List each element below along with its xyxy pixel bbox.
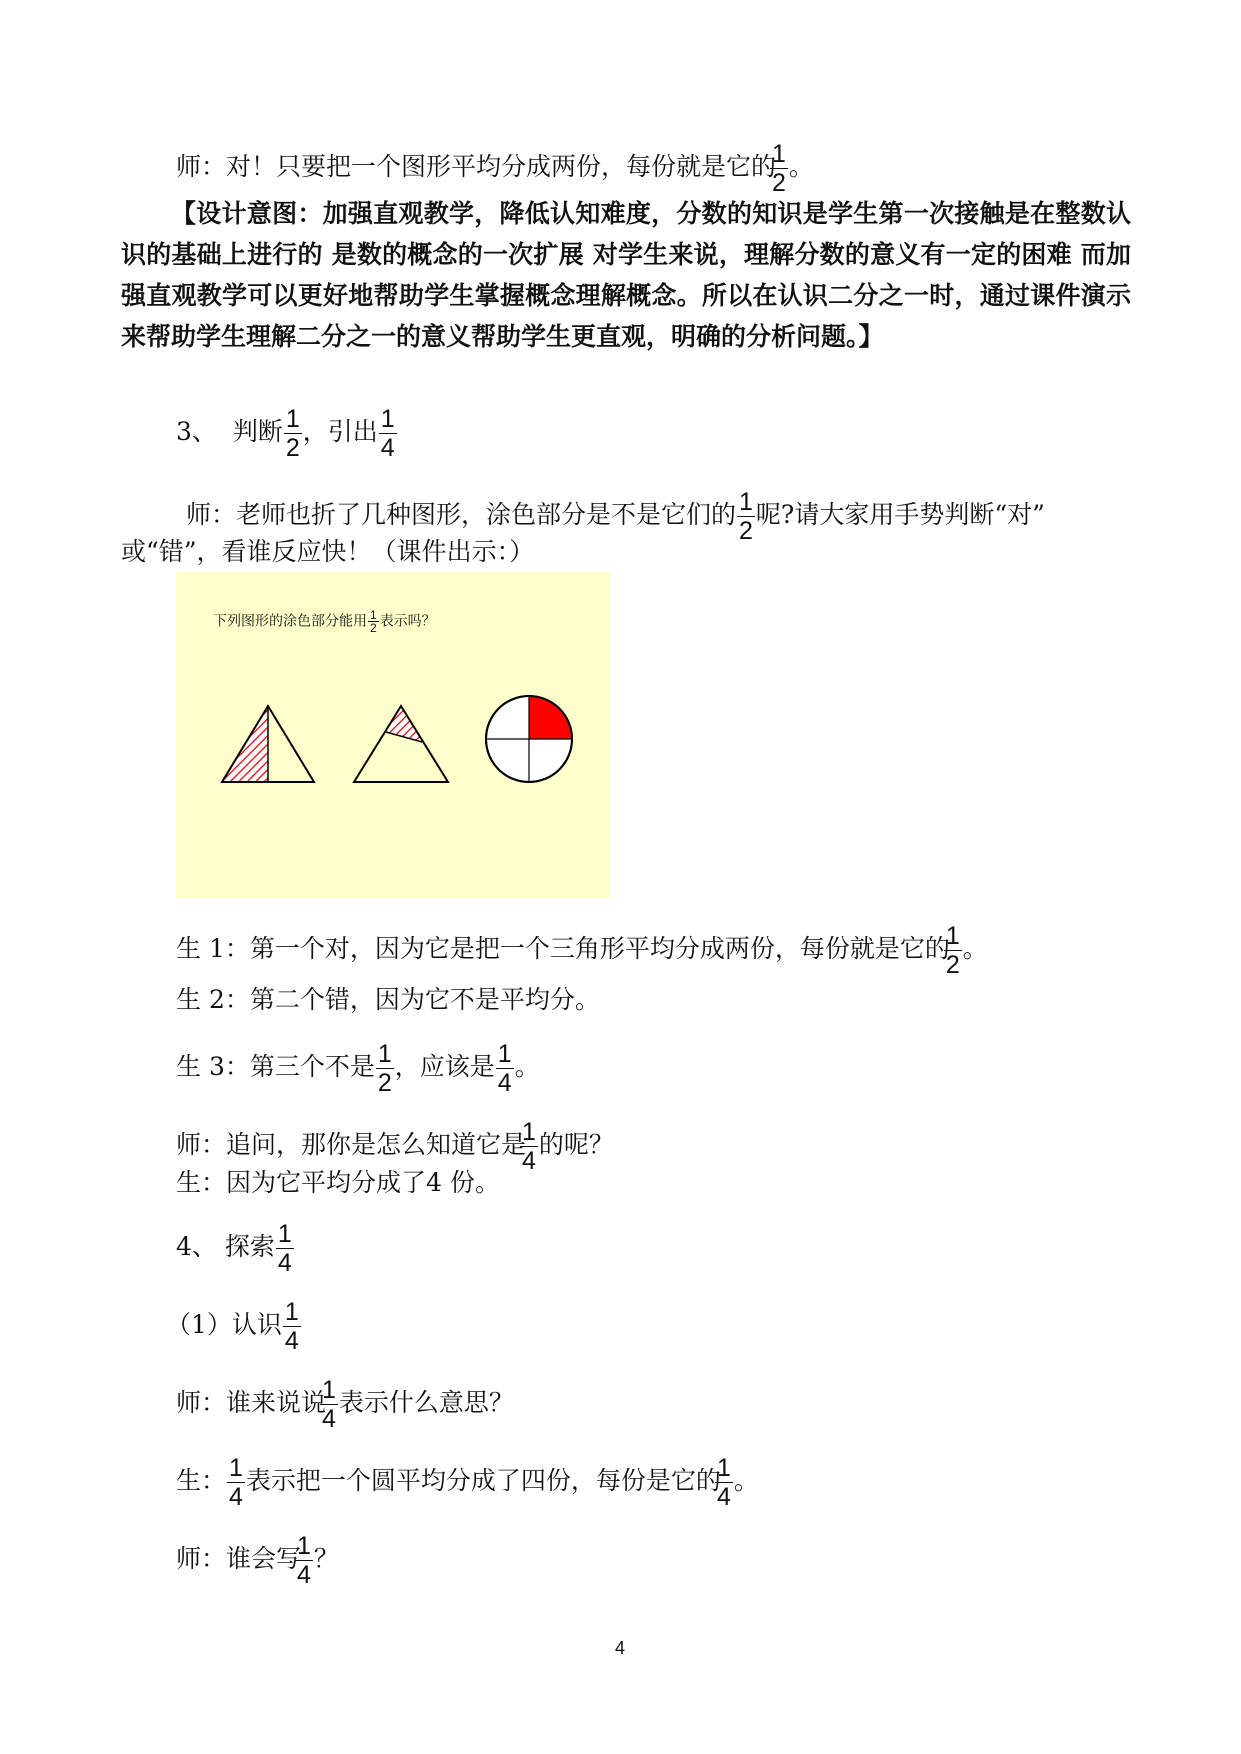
student-2-answer xyxy=(176,984,600,1016)
teacher-who-writes xyxy=(176,1532,339,1589)
heading-3-text-b: ，引出 xyxy=(302,417,378,446)
subheading-1 xyxy=(166,1298,302,1355)
design-intent-text: 【设计意图：加强直观教学，降低认知难度，分数的知识是学生第一次接触是在整数认识的基础上进行的 是数的概念的一次扩展 对学生来说，理解分数的意义有一定的困难 而加强直观教学可以更好地帮助学生掌握概念理解概念。所以在认识二分之一时，通过课件演示来帮助学生理解二分之一的意义帮助学生更直观，明确的分析问题。】 xyxy=(121,199,1131,351)
student-2-text: 生 2：第二个错，因为它不是平均分。 xyxy=(176,985,600,1014)
student-3-answer xyxy=(176,1040,540,1097)
teacher-question-text-post: 呢?请大家用手势判断“对” xyxy=(755,500,1045,529)
fraction-half: $\frac{1}{2}$ xyxy=(945,922,960,979)
fraction-quarter: $\frac{1}{4}$ xyxy=(497,1040,512,1097)
fraction-half: $\frac{1}{2}$ xyxy=(285,405,300,462)
slide-title-text-post: 表示吗？ xyxy=(379,613,436,630)
student-reason xyxy=(176,1167,500,1199)
fraction-half-small: $\frac{1}{2}$ xyxy=(370,608,377,635)
teacher-follow-up-text: 师：追问，那你是怎么知道它是 xyxy=(176,1130,527,1159)
courseware-slide xyxy=(176,572,610,898)
fraction-quarter: $\frac{1}{4}$ xyxy=(284,1298,299,1355)
fraction-quarter: $\frac{1}{4}$ xyxy=(522,1118,536,1175)
fraction-quarter: $\frac{1}{4}$ xyxy=(716,1454,731,1511)
teacher-question-line-2 xyxy=(121,536,534,568)
teacher-who-writes-text: 师：谁会写 xyxy=(176,1544,302,1573)
heading-4-text: 4、 探索 xyxy=(176,1232,275,1261)
fraction-quarter: $\frac{1}{4}$ xyxy=(322,1376,336,1433)
teacher-who-writes-text-post: ？ xyxy=(313,1544,339,1573)
fraction-half: $\frac{1}{2}$ xyxy=(739,488,753,545)
page-number: 4 xyxy=(615,1638,626,1658)
student-meaning-text: 表示把一个圆平均分成了四份，每份是它的 xyxy=(245,1466,721,1495)
heading-3-text-a: 判断 xyxy=(232,417,283,446)
student-1-answer xyxy=(176,922,988,979)
teacher-follow-up-text-post: 的呢？ xyxy=(538,1130,614,1159)
student-meaning xyxy=(176,1454,759,1511)
student-meaning-prefix: 生： xyxy=(176,1466,227,1495)
heading-4 xyxy=(176,1220,295,1277)
punct: 。 xyxy=(514,1052,540,1081)
subheading-1-text: （1）认识 xyxy=(166,1310,282,1339)
student-3-text-a: 生 3：第三个不是 xyxy=(176,1052,375,1081)
teacher-question-text: 师：老师也折了几种图形，涂色部分是不是它们的 xyxy=(186,500,737,529)
triangle-half-shaded xyxy=(222,706,314,782)
circle-quarter-shaded xyxy=(486,696,572,782)
fraction-half: $\frac{1}{2}$ xyxy=(377,1040,392,1097)
punct: 。 xyxy=(788,152,814,181)
fraction-quarter: $\frac{1}{4}$ xyxy=(277,1220,292,1277)
punct: 。 xyxy=(962,934,988,963)
student-1-text: 生 1：第一个对，因为它是把一个三角形平均分成两份，每份就是它的 xyxy=(176,934,950,963)
teacher-question-line-2-text: 或“错”，看谁反应快！（课件出示：） xyxy=(121,537,535,566)
student-reason-text: 生：因为它平均分成了4 份。 xyxy=(176,1168,500,1197)
student-3-text-b: ，应该是 xyxy=(394,1052,495,1081)
teacher-who-explains-text: 师：谁来说说 xyxy=(176,1388,327,1417)
teacher-who-explains-text-post: 表示什么意思？ xyxy=(338,1388,514,1417)
fraction-quarter: $\frac{1}{4}$ xyxy=(229,1454,243,1511)
teacher-who-explains xyxy=(176,1376,514,1433)
punct: 。 xyxy=(733,1466,759,1495)
heading-3-number: 3、 xyxy=(176,417,217,446)
teacher-line-1 xyxy=(176,140,814,197)
design-intent-paragraph xyxy=(121,193,1131,357)
fraction-quarter: $\frac{1}{4}$ xyxy=(380,405,395,462)
shapes-figure xyxy=(176,572,610,898)
fraction-quarter: $\frac{1}{4}$ xyxy=(297,1532,311,1589)
teacher-line-1-text: 师：对！只要把一个图形平均分成两份，每份就是它的 xyxy=(176,152,777,181)
heading-3 xyxy=(176,405,398,462)
triangle-unequal-shaded xyxy=(354,706,448,782)
slide-title-text: 下列图形的涂色部分能用 xyxy=(213,613,367,630)
fraction-half: $\frac{1}{2}$ xyxy=(772,140,786,197)
